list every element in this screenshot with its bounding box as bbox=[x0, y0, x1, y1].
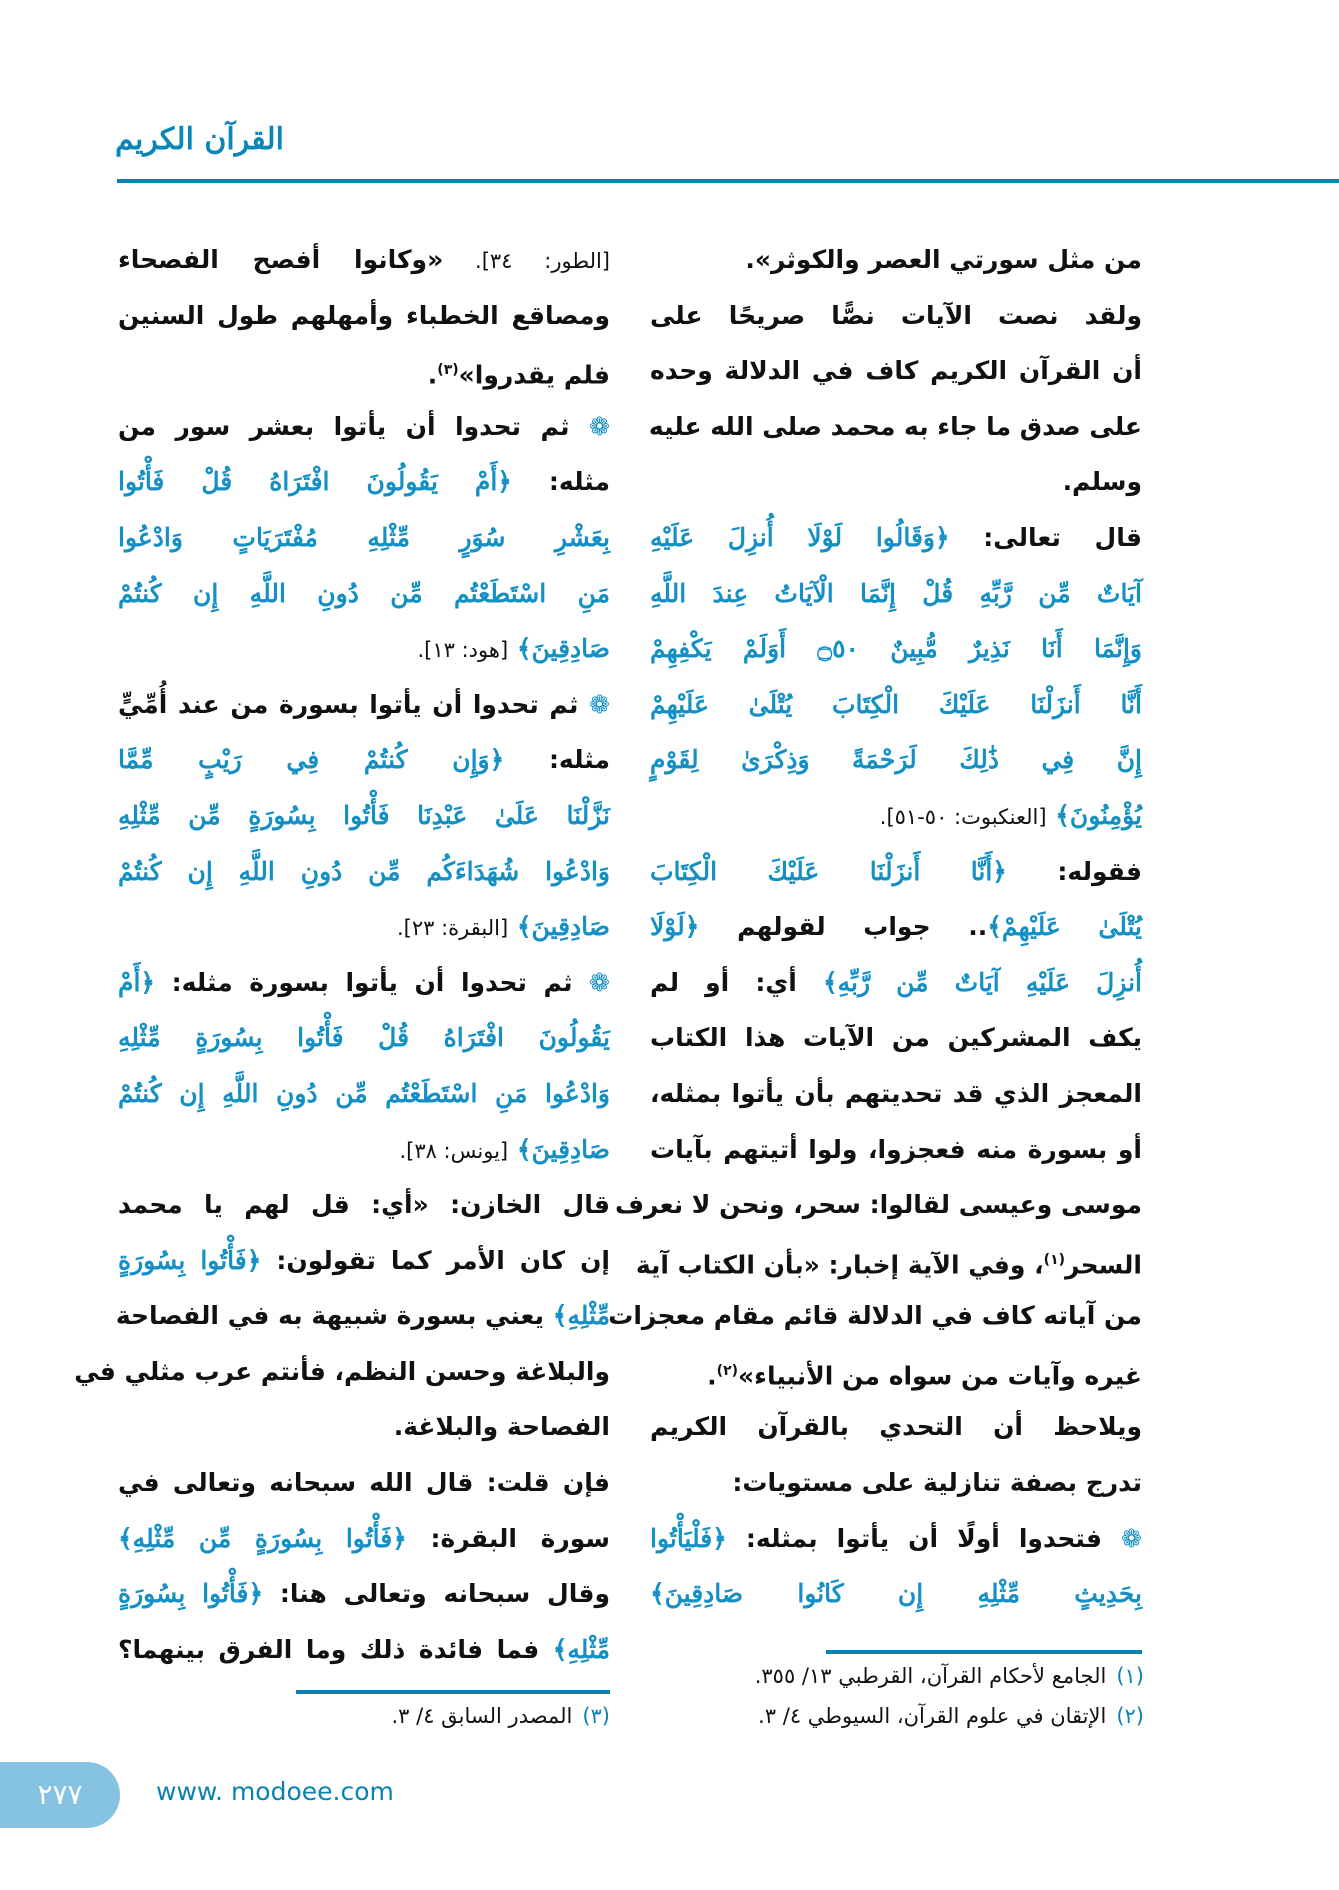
body-text: الفصاحة والبلاغة. bbox=[393, 1412, 610, 1442]
header-divider bbox=[117, 179, 1339, 183]
quran-verse: يُتْلَىٰ عَلَيْهِمْ﴾ bbox=[987, 912, 1142, 942]
quran-verse: ﴿فَأْتُوا بِسُورَةٍ مِّن مِّثْلِهِ﴾ bbox=[118, 1523, 407, 1553]
text-line bbox=[118, 1455, 610, 1511]
body-text: فما فائدة ذلك وما الفرق بينهما؟ bbox=[118, 1634, 553, 1664]
book-title-logo: القرآن الكريم bbox=[115, 122, 284, 157]
footnote-text: المصدر السابق ٤/ ٣. bbox=[391, 1704, 573, 1728]
body-text: وسلم. bbox=[1062, 467, 1142, 497]
body-text: أي: أو لم bbox=[650, 967, 823, 997]
text-line bbox=[650, 1066, 1142, 1122]
text-line bbox=[118, 343, 610, 399]
page-number-badge: ٢٧٧ bbox=[0, 1762, 120, 1828]
footnote-number: (٣) bbox=[582, 1704, 610, 1728]
text-line bbox=[118, 788, 610, 844]
body-text: ، وفي الآية إخبار: «بأن الكتاب آية bbox=[635, 1250, 1044, 1280]
text-line bbox=[608, 1288, 1142, 1344]
body-text: مثله: bbox=[504, 745, 610, 775]
body-text: موسى وعيسى لقالوا: سحر، ونحن لا نعرف bbox=[614, 1190, 1142, 1220]
website-link[interactable]: www. modoee.com bbox=[156, 1777, 394, 1806]
quran-verse: صَادِقِينَ﴾ bbox=[508, 1134, 610, 1164]
bullet-flower-icon: ❁ bbox=[569, 411, 610, 441]
bullet-flower-icon: ❁ bbox=[1102, 1523, 1142, 1553]
verse-reference: [الطور: ٣٤]. bbox=[443, 249, 610, 273]
text-line bbox=[650, 1122, 1142, 1178]
footnote-text: الجامع لأحكام القرآن، القرطبي ١٣/ ٣٥٥. bbox=[754, 1664, 1107, 1688]
body-text: من آياته كاف في الدلالة قائم مقام معجزات bbox=[608, 1301, 1142, 1331]
text-line bbox=[650, 788, 1142, 844]
body-text: أن القرآن الكريم كاف في الدلالة وحده bbox=[650, 356, 1142, 386]
quran-verse: ﴿أَنَّا أَنزَلْنَا عَلَيْكَ الْكِتَابَ bbox=[650, 856, 1007, 886]
body-text: فلم يقدروا» bbox=[458, 360, 610, 390]
footnote-divider-left bbox=[296, 1690, 610, 1694]
quran-verse: وَادْعُوا شُهَدَاءَكُم مِّن دُونِ اللَّهِ إِن كُنتُمْ bbox=[118, 856, 610, 886]
text-line bbox=[650, 955, 1142, 1011]
text-line bbox=[650, 1511, 1142, 1567]
verse-reference: [هود: ١٣]. bbox=[417, 638, 509, 663]
body-text: قال تعالى: bbox=[949, 522, 1143, 552]
body-text: ثم تحدوا أن يأتوا بسورة من عند أُمِّيٍّ bbox=[118, 689, 579, 719]
body-text: ثم تحدوا أن يأتوا بسورة مثله: bbox=[155, 967, 573, 997]
body-text: والبلاغة وحسن النظم، فأنتم عرب مثلي في bbox=[74, 1356, 610, 1386]
quran-verse: يَقُولُونَ افْتَرَاهُ قُلْ فَأْتُوا بِسُورَةٍ مِّثْلِهِ bbox=[118, 1023, 610, 1053]
body-text: يعني بسورة شبيهة به في الفصاحة bbox=[115, 1301, 553, 1331]
text-line bbox=[118, 1566, 610, 1622]
text-line bbox=[614, 1177, 1142, 1233]
quran-verse: وَإِنَّمَا أَنَا نَذِيرٌ مُّبِينٌ ۝٥٠ أَوَلَمْ يَكْفِهِمْ bbox=[650, 634, 1142, 664]
verse-reference: [العنكبوت: ٥٠-٥١]. bbox=[879, 804, 1047, 829]
text-line bbox=[118, 1010, 610, 1066]
body-text: قال الخازن: «أي: قل لهم يا محمد bbox=[118, 1190, 610, 1220]
quran-verse: مَنِ اسْتَطَعْتُم مِّن دُونِ اللَّهِ إِن كُنتُمْ bbox=[118, 578, 610, 608]
quran-verse: مِّثْلِهِ﴾ bbox=[552, 1634, 610, 1664]
quran-verse: مِّثْلِهِ﴾ bbox=[552, 1301, 610, 1331]
quran-verse: ﴿وَقَالُوا لَوْلَا أُنزِلَ عَلَيْهِ bbox=[650, 522, 950, 552]
text-line bbox=[115, 1288, 610, 1344]
text-line bbox=[650, 399, 1142, 455]
body-text: غيره وآيات من سواه من الأنبياء» bbox=[738, 1361, 1142, 1391]
quran-verse: يُؤْمِنُونَ﴾ bbox=[1046, 800, 1142, 830]
left-column bbox=[74, 232, 611, 1677]
text-line bbox=[650, 1010, 1142, 1066]
quran-verse: ﴿أَمْ يَقُولُونَ افْتَرَاهُ قُلْ فَأْتُوا bbox=[118, 467, 512, 497]
text-line bbox=[650, 454, 1142, 510]
body-text: مثله: bbox=[511, 467, 610, 497]
footnote bbox=[391, 1704, 610, 1728]
body-text: فتحدوا أولًا أن يأتوا بمثله: bbox=[726, 1523, 1102, 1553]
text-line bbox=[118, 1233, 610, 1289]
text-line bbox=[650, 1344, 1142, 1400]
verse-reference: [البقرة: ٢٣]. bbox=[396, 916, 509, 941]
quran-verse: ﴿وَإِن كُنتُمْ فِي رَيْبٍ مِّمَّا bbox=[118, 745, 505, 775]
text-line bbox=[118, 1399, 610, 1455]
body-text: . bbox=[707, 1361, 717, 1391]
text-line bbox=[650, 1566, 1142, 1622]
bullet-flower-icon: ❁ bbox=[572, 967, 610, 997]
body-text: من مثل سورتي العصر والكوثر». bbox=[745, 245, 1142, 274]
text-line bbox=[650, 1455, 1142, 1511]
footnote bbox=[755, 1664, 1144, 1688]
text-line bbox=[650, 621, 1142, 677]
text-line bbox=[118, 1177, 610, 1233]
text-line bbox=[118, 621, 610, 677]
quran-verse: وَادْعُوا مَنِ اسْتَطَعْتُم مِّن دُونِ اللَّهِ إِن كُنتُمْ bbox=[118, 1078, 610, 1108]
text-line bbox=[118, 1066, 610, 1122]
footnote-number: (١) bbox=[1116, 1664, 1144, 1688]
footnote-marker: (١) bbox=[1043, 1251, 1066, 1268]
text-line bbox=[118, 844, 610, 900]
text-line bbox=[635, 1233, 1142, 1289]
text-line bbox=[118, 288, 610, 344]
text-line bbox=[650, 844, 1142, 900]
footnote-text: الإتقان في علوم القرآن، السيوطي ٤/ ٣. bbox=[758, 1704, 1107, 1728]
text-line bbox=[118, 1622, 610, 1678]
quran-verse: ﴿لَوْلَا bbox=[650, 912, 700, 942]
body-text: السحر bbox=[1065, 1250, 1142, 1280]
quran-verse: أُنزِلَ عَلَيْهِ آيَاتٌ مِّن رَّبِّهِ﴾ bbox=[822, 967, 1142, 997]
body-text: سورة البقرة: bbox=[406, 1523, 610, 1553]
text-line bbox=[118, 1511, 610, 1567]
quran-verse: ﴿أَمْ bbox=[118, 967, 156, 997]
text-line bbox=[650, 899, 1142, 955]
body-text: . bbox=[427, 360, 438, 390]
quran-verse: أَنَّا أَنزَلْنَا عَلَيْكَ الْكِتَابَ يُتْلَىٰ عَلَيْهِمْ bbox=[650, 689, 1142, 719]
text-line bbox=[118, 566, 610, 622]
body-text: وقال سبحانه وتعالى هنا: bbox=[263, 1579, 610, 1609]
footnote-divider-right bbox=[826, 1650, 1142, 1654]
footnote-marker: (٢) bbox=[716, 1362, 739, 1379]
quran-verse: بِحَدِيثٍ مِّثْلِهِ إِن كَانُوا صَادِقِينَ﴾ bbox=[650, 1579, 1142, 1609]
text-line bbox=[650, 510, 1142, 566]
body-text: أو بسورة منه فعجزوا، ولوا أتيتهم بآيات bbox=[650, 1134, 1142, 1164]
bullet-flower-icon: ❁ bbox=[578, 689, 611, 719]
quran-verse: ﴿فَأْتُوا بِسُورَةٍ bbox=[118, 1579, 264, 1609]
text-line bbox=[650, 677, 1142, 733]
body-text: ولقد نصت الآيات نصًّا صريحًا على bbox=[650, 300, 1142, 330]
body-text: «وكانوا أفصح الفصحاء bbox=[118, 245, 444, 274]
text-line bbox=[650, 1399, 1142, 1455]
body-text: .. جواب لقولهم bbox=[699, 912, 988, 942]
text-line bbox=[118, 454, 610, 510]
text-line bbox=[118, 1122, 610, 1178]
text-line bbox=[650, 232, 1142, 288]
body-text: على صدق ما جاء به محمد صلى الله عليه bbox=[648, 411, 1142, 441]
quran-verse: ﴿فَأْتُوا بِسُورَةٍ bbox=[118, 1245, 262, 1275]
body-text: فإن قلت: قال الله سبحانه وتعالى في bbox=[118, 1468, 610, 1498]
text-line bbox=[118, 899, 610, 955]
text-line bbox=[74, 1344, 610, 1400]
footnote-number: (٢) bbox=[1116, 1704, 1144, 1728]
right-column bbox=[608, 232, 1143, 1622]
body-text: ومصاقع الخطباء وأمهلهم طول السنين bbox=[118, 300, 610, 330]
quran-verse: بِعَشْرِ سُوَرٍ مِّثْلِهِ مُفْتَرَيَاتٍ وَادْعُوا bbox=[118, 522, 610, 552]
body-text: فقوله: bbox=[1006, 856, 1142, 886]
footnote-marker: (٣) bbox=[437, 362, 459, 379]
quran-verse: ﴿فَلْيَأْتُوا bbox=[650, 1523, 727, 1553]
text-line bbox=[118, 232, 610, 288]
text-line bbox=[650, 566, 1142, 622]
body-text: يكف المشركين من الآيات هذا الكتاب bbox=[650, 1023, 1142, 1053]
text-line bbox=[118, 677, 610, 733]
quran-verse: نَزَّلْنَا عَلَىٰ عَبْدِنَا فَأْتُوا بِسُورَةٍ مِّن مِّثْلِهِ bbox=[118, 800, 610, 830]
body-text: إن كان الأمر كما تقولون: bbox=[261, 1245, 610, 1275]
text-line bbox=[118, 399, 610, 455]
quran-verse: إِنَّ فِي ذَٰلِكَ لَرَحْمَةً وَذِكْرَىٰ لِقَوْمٍ bbox=[650, 745, 1142, 775]
text-line bbox=[118, 732, 610, 788]
quran-verse: آيَاتٌ مِّن رَّبِّهِ قُلْ إِنَّمَا الْآيَاتُ عِندَ اللَّهِ bbox=[650, 578, 1142, 608]
text-line bbox=[650, 343, 1142, 399]
quran-verse: صَادِقِينَ﴾ bbox=[508, 634, 610, 664]
body-text: ويلاحظ أن التحدي بالقرآن الكريم bbox=[650, 1412, 1142, 1442]
text-line bbox=[650, 288, 1142, 344]
body-text: ثم تحدوا أن يأتوا بعشر سور من bbox=[118, 411, 570, 441]
body-text: تدرج بصفة تنازلية على مستويات: bbox=[732, 1468, 1142, 1498]
text-line bbox=[118, 510, 610, 566]
verse-reference: [يونس: ٣٨]. bbox=[399, 1138, 509, 1163]
quran-verse: صَادِقِينَ﴾ bbox=[508, 912, 610, 942]
footnote bbox=[758, 1704, 1144, 1728]
body-text: المعجز الذي قد تحديتهم بأن يأتوا بمثله، bbox=[650, 1078, 1142, 1108]
text-line bbox=[118, 955, 610, 1011]
text-line bbox=[650, 732, 1142, 788]
